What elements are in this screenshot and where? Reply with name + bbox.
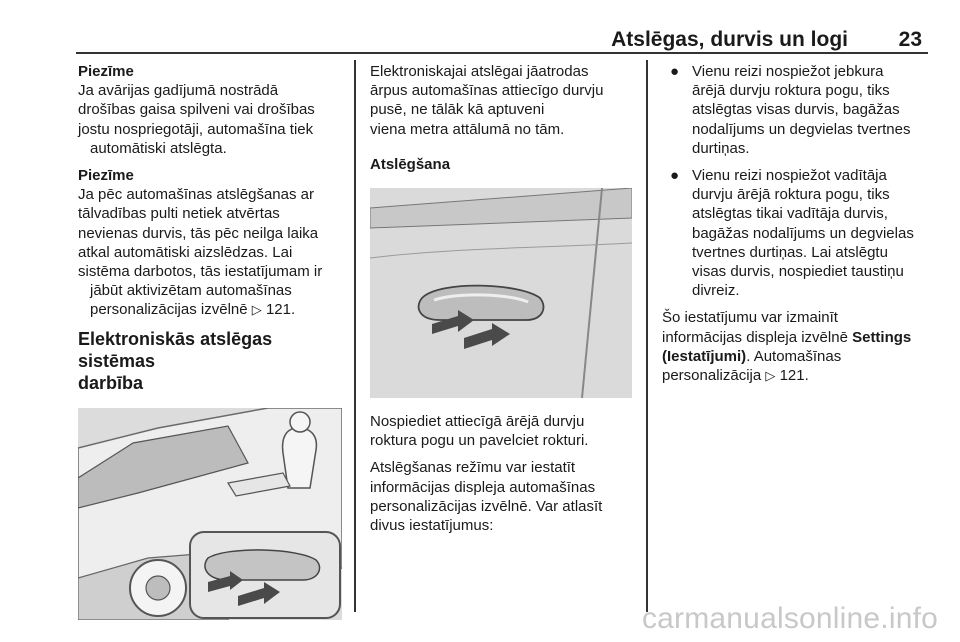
bullet-dot-icon: ●	[670, 167, 680, 185]
bullet-line: atslēgtas tikai vadītāja durvis,	[692, 205, 888, 223]
mode-line: divus iestatījumus:	[370, 517, 494, 535]
column-divider-right	[646, 60, 648, 612]
note-2-line	[78, 300, 346, 319]
bullet-line: durvju ārējā roktura pogu, tiks	[692, 186, 890, 204]
closing-line	[662, 347, 932, 366]
note-2-line-text: personalizācijas izvēlnē	[90, 301, 248, 319]
note-1-line: Ja avārijas gadījumā nostrādā	[78, 82, 279, 100]
mode-line: personalizācijas izvēlnē. Var atlasīt	[370, 497, 603, 515]
section-heading-line: Elektroniskās atslēgas sistēmas	[78, 328, 273, 371]
closing-line-text: personalizācija	[662, 367, 762, 385]
intro-line: pusē, ne tālāk kā aptuveni	[370, 101, 545, 119]
column-divider-left	[354, 60, 356, 612]
note-1-line: jostu nospriegotāji, automašīna tiek	[78, 120, 314, 138]
bullet-line: atslēgtas visas durvis, bagāžas	[692, 101, 900, 119]
intro-line: ārpus automašīnas attiecīgo durvju	[370, 82, 604, 100]
bullet-line: Vienu reizi nospiežot jebkura	[692, 63, 884, 80]
header-rule	[76, 52, 928, 54]
note-2-line: tālvadības pulti netiek atvērtas	[78, 205, 280, 223]
closing-line: Šo iestatījumu var izmainīt	[662, 309, 838, 327]
bullet-line: visas durvis, nospiediet taustiņu	[692, 263, 904, 281]
bullet-line: nodalījums un degvielas tvertnes	[692, 120, 911, 138]
bullet-line: bagāžas nodalījums un degvielas	[692, 224, 914, 242]
bullet-line: divreiz.	[692, 282, 740, 300]
left-column	[78, 62, 346, 620]
closing-paragraph	[662, 308, 932, 385]
note-body-2	[78, 185, 346, 319]
closing-line	[662, 328, 932, 347]
footer-watermark: carmanualsonline.info	[641, 602, 938, 635]
section-heading	[78, 328, 346, 394]
page-reference-link[interactable]: 121.	[779, 367, 809, 385]
note-title-1: Piezīme	[78, 63, 134, 80]
bullet-line: tvertnes durtiņas. Lai atslēgtu	[692, 243, 888, 261]
closing-line	[662, 366, 932, 385]
instruction-line: Nospiediet attiecīgā ārējā durvju	[370, 413, 585, 431]
intro-line: viena metra attālumā no tām.	[370, 120, 565, 138]
bullet-line: Vienu reizi nospiežot vadītāja	[692, 167, 887, 185]
bullet-line: ārējā durvju roktura pogu, tiks	[692, 82, 890, 100]
right-column	[662, 62, 932, 393]
page-reference-link[interactable]: 121.	[265, 301, 296, 319]
bullet-line: durtiņas.	[692, 139, 750, 157]
note-2-line: nevienas durvis, tās pēc neilga laika	[78, 224, 319, 242]
note-body-1	[78, 81, 346, 158]
bullet-item	[662, 166, 932, 300]
note-2-line: atkal automātiski aizslēdzas. Lai	[78, 243, 293, 261]
door-handle-closeup-illustration	[370, 188, 632, 398]
instruction-paragraph	[370, 412, 638, 450]
page-number: 23	[898, 28, 922, 51]
car-door-handle-illustration	[78, 408, 342, 620]
bullet-dot-icon: ●	[670, 63, 680, 80]
unlocking-subheading: Atslēgšana	[370, 155, 451, 173]
note-1-line: automātiski atslēgta.	[90, 139, 227, 157]
intro-line: Elektroniskajai atslēgai jāatrodas	[370, 63, 589, 80]
mode-line: Atslēgšanas režīmu var iestatīt	[370, 459, 576, 477]
mode-line: informācijas displeja automašīnas	[370, 478, 596, 496]
closing-line-text: informācijas displeja izvēlnē	[662, 328, 848, 346]
intro-paragraph	[370, 62, 638, 139]
mode-paragraph	[370, 458, 638, 535]
instruction-line: roktura pogu un pavelciet rokturi.	[370, 432, 589, 450]
settings-menu-translation: (Iestatījumi)	[662, 347, 747, 365]
closing-line-text: . Automašīnas	[746, 347, 842, 365]
bullet-item	[662, 62, 932, 158]
middle-column	[370, 62, 638, 543]
note-title-2: Piezīme	[78, 167, 134, 185]
reference-arrow-icon: ▷	[251, 302, 262, 318]
note-2-line: Ja pēc automašīnas atslēgšanas ar	[78, 186, 314, 204]
note-1-line: drošības gaisa spilveni vai drošības	[78, 101, 315, 119]
section-heading-line: darbība	[78, 372, 144, 393]
settings-menu-label: Settings	[852, 328, 912, 346]
note-2-line: jābūt aktivizētam automašīnas	[90, 282, 292, 300]
note-2-line: sistēma darbotos, tās iestatījumam ir	[78, 263, 323, 281]
reference-arrow-icon: ▷	[765, 368, 776, 384]
header-title: Atslēgas, durvis un logi	[611, 28, 848, 51]
